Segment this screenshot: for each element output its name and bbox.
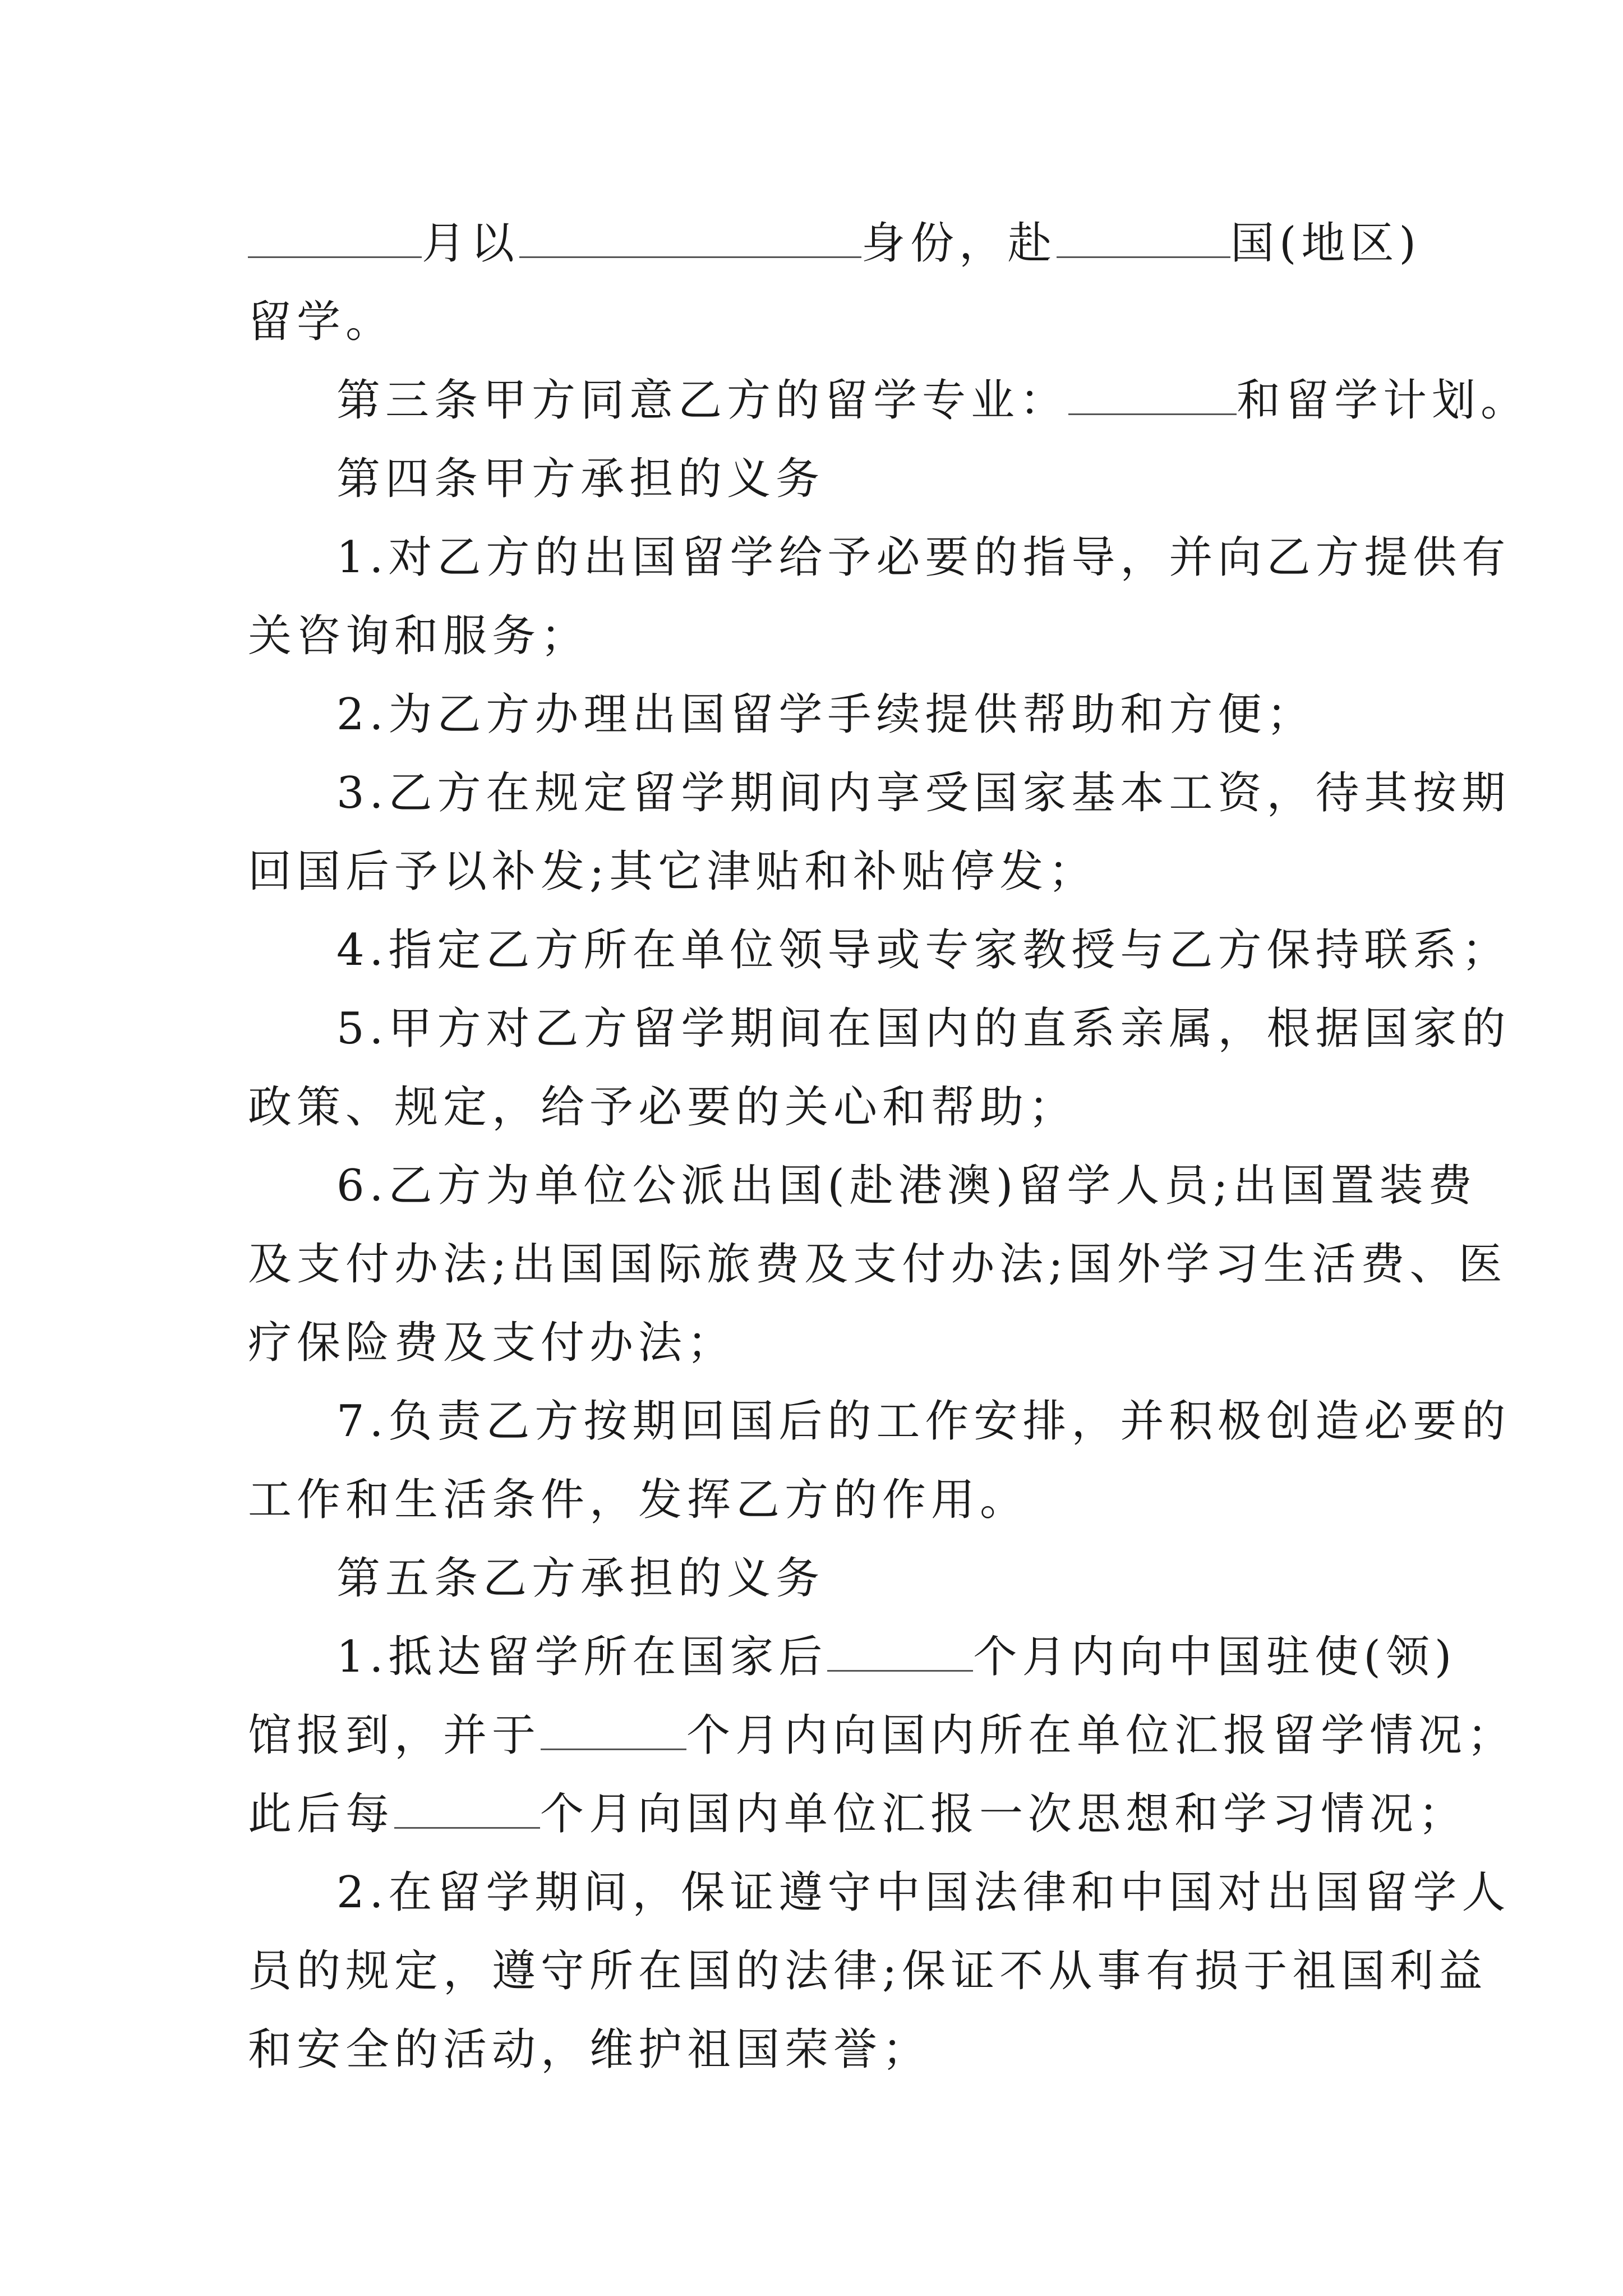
text-segment: 月以 (422, 218, 520, 269)
text-segment: 个月内向中国驻使(领) (973, 1632, 1457, 1682)
text-segment: 馆报到，并于 (248, 1710, 541, 1761)
text-segment: 和留学计划。 (1237, 375, 1530, 426)
doc-line-1 (248, 204, 1421, 283)
fill-blank-report-unit-months[interactable] (541, 1709, 686, 1750)
fill-blank-report-embassy-months[interactable] (827, 1631, 973, 1672)
doc-line-8: 3.乙方在规定留学期间内享受国家基本工资，待其按期 (336, 768, 1511, 818)
doc-line-9: 回国后予以补发;其它津贴和补贴停发； (248, 846, 1098, 897)
article-3 (336, 361, 1530, 440)
doc-line-21 (248, 1775, 1468, 1853)
doc-line-5: 1.对乙方的出国留学给予必要的指导，并向乙方提供有 (336, 532, 1511, 583)
doc-line-10: 4.指定乙方所在单位领导或专家教授与乙方保持联系； (336, 925, 1511, 976)
doc-line-17: 工作和生活条件，发挥乙方的作用。 (248, 1475, 1029, 1525)
doc-line-2: 留学。 (248, 297, 395, 347)
fill-blank-identity[interactable] (519, 217, 861, 258)
text-segment: 个月向国内单位汇报一次思想和学习情况； (540, 1789, 1468, 1839)
doc-line-11: 5.甲方对乙方留学期间在国内的直系亲属，根据国家的 (336, 1004, 1511, 1054)
article-5-heading: 第五条乙方承担的义务 (336, 1553, 825, 1604)
article-4-heading: 第四条甲方承担的义务 (336, 454, 825, 504)
text-segment: 1.抵达留学所在国家后 (336, 1632, 828, 1682)
doc-line-22: 2.在留学期间，保证遵守中国法律和中国对出国留学人 (336, 1867, 1511, 1918)
text-segment: 第三条甲方同意乙方的留学专业： (336, 375, 1069, 426)
text-segment: 国(地区) (1230, 218, 1421, 269)
doc-line-24: 和安全的活动，维护祖国荣誉； (248, 2024, 932, 2075)
doc-line-16: 7.负责乙方按期回国后的工作安排，并积极创造必要的 (336, 1396, 1511, 1447)
doc-line-20 (248, 1696, 1516, 1775)
doc-line-7: 2.为乙方办理出国留学手续提供帮助和方便； (336, 689, 1316, 740)
doc-line-23: 员的规定，遵守所在国的法律;保证不从事有损于祖国利益 (248, 1946, 1488, 1996)
text-segment: 此后每 (248, 1789, 395, 1839)
doc-line-6: 关咨询和服务； (248, 611, 590, 661)
doc-line-13: 6.乙方为单位公派出国(赴港澳)留学人员;出国置装费 (336, 1161, 1477, 1211)
text-segment: 身份，赴 (861, 218, 1057, 269)
fill-blank-periodic-months[interactable] (394, 1788, 540, 1829)
text-segment: 个月内向国内所在单位汇报留学情况； (686, 1710, 1516, 1761)
fill-blank-major[interactable] (1068, 374, 1237, 415)
doc-line-15: 疗保险费及支付办法； (248, 1318, 736, 1368)
doc-line-14: 及支付办法;出国国际旅费及支付办法;国外学习生活费、医 (248, 1239, 1507, 1290)
fill-blank-month[interactable] (248, 217, 422, 258)
fill-blank-country[interactable] (1057, 217, 1230, 258)
doc-line-12: 政策、规定，给予必要的关心和帮助； (248, 1082, 1078, 1133)
doc-line-19 (336, 1618, 1457, 1696)
